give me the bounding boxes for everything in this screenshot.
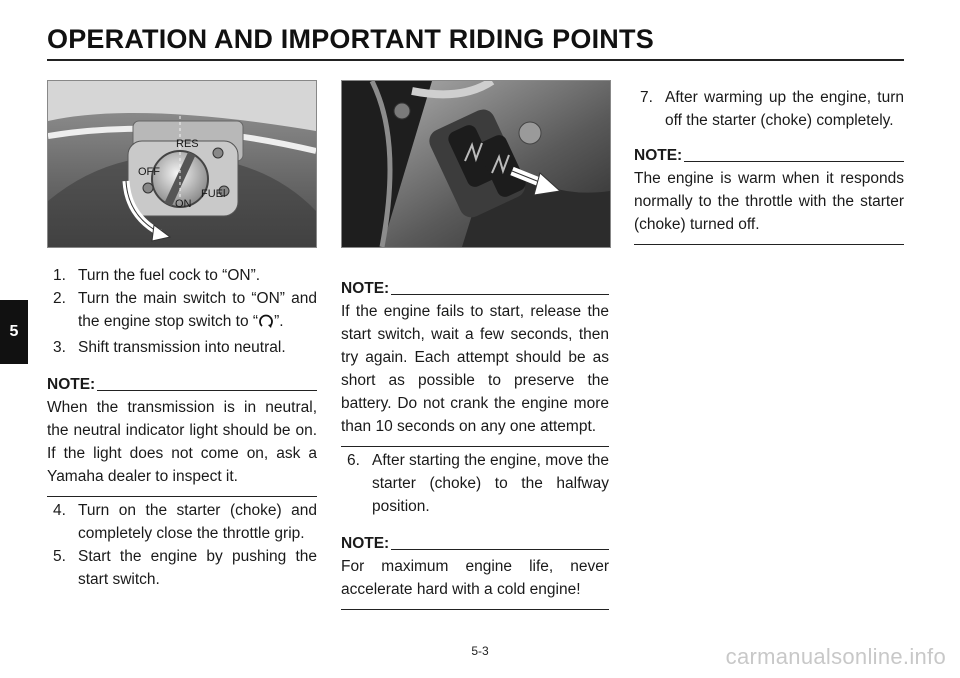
page-title: OPERATION AND IMPORTANT RIDING POINTS (47, 24, 654, 54)
note-label: NOTE: (47, 376, 96, 393)
start-switch-photo (341, 80, 611, 248)
step-6 (341, 449, 609, 518)
step-text: After starting the engine, move the starter (choke) to the halfway position. (372, 452, 609, 515)
step-number: 1. (53, 267, 66, 284)
note-body: The engine is warm when it responds normally to the throttle with the starter (choke) turned off. (634, 170, 904, 233)
step-text (78, 287, 317, 336)
step-number: 7. (640, 89, 653, 106)
note-end-rule (341, 609, 609, 610)
step-number: 4. (53, 502, 66, 519)
note-body: For maximum engine life, never accelerate hard with a cold engine! (341, 558, 609, 598)
step-text: Turn on the starter (choke) and completely close the throttle grip. (78, 502, 317, 542)
step-text-after: ”. (274, 313, 284, 330)
fuel-cock-photo (47, 80, 317, 248)
note-end-rule (341, 446, 609, 447)
note-label: NOTE: (341, 280, 390, 297)
label-fuel: FUEl (201, 188, 226, 200)
step-4 (47, 499, 317, 545)
step-text: After warming up the engine, turn off the starter (choke) completely. (665, 89, 904, 129)
step-3 (47, 336, 317, 359)
step-2 (47, 287, 317, 336)
step-number: 2. (53, 290, 66, 307)
step-text: Turn the fuel cock to “ON”. (78, 267, 261, 284)
step-5 (47, 545, 317, 591)
note-block (341, 277, 609, 447)
note-body: If the engine fails to start, release the start switch, wait a few seconds, then try again. Each attempt should be as short as possible to preserve the battery. Do not crank the engine more than 10 seconds on any one attempt. (341, 303, 609, 435)
note-end-rule (47, 496, 317, 497)
note-block (341, 532, 609, 610)
note-block (47, 373, 317, 497)
note-header (341, 277, 609, 300)
step-7 (634, 86, 904, 132)
step-number: 6. (347, 452, 360, 469)
column-3 (634, 86, 904, 245)
label-off: OFF (138, 166, 160, 178)
label-res: RES (176, 138, 199, 150)
note-body: When the transmission is in neutral, the neutral indicator light should be on. If the light does not come on, ask a Yamaha dealer to inspect it. (47, 399, 317, 485)
watermark: carmanualsonline.info (725, 644, 946, 669)
engine-stop-icon (258, 313, 274, 336)
column-1 (47, 264, 317, 591)
page-number: 5-3 (471, 644, 489, 658)
step-text: Start the engine by pushing the start switch. (78, 548, 317, 588)
step-number: 5. (53, 548, 66, 565)
step-1 (47, 264, 317, 287)
step-number: 3. (53, 339, 66, 356)
note-header (634, 144, 904, 167)
note-header (341, 532, 609, 555)
step-text-before: Turn the main switch to “ON” and the engine stop switch to “ (78, 290, 317, 330)
note-label: NOTE: (341, 535, 390, 552)
step-text: Shift transmission into neutral. (78, 339, 286, 356)
note-end-rule (634, 244, 904, 245)
chapter-tab: 5 (0, 300, 28, 364)
title-rule (47, 59, 904, 61)
note-header (47, 373, 317, 396)
column-2 (341, 277, 609, 610)
note-label: NOTE: (634, 147, 683, 164)
note-block (634, 144, 904, 245)
label-on: ON (175, 198, 192, 210)
